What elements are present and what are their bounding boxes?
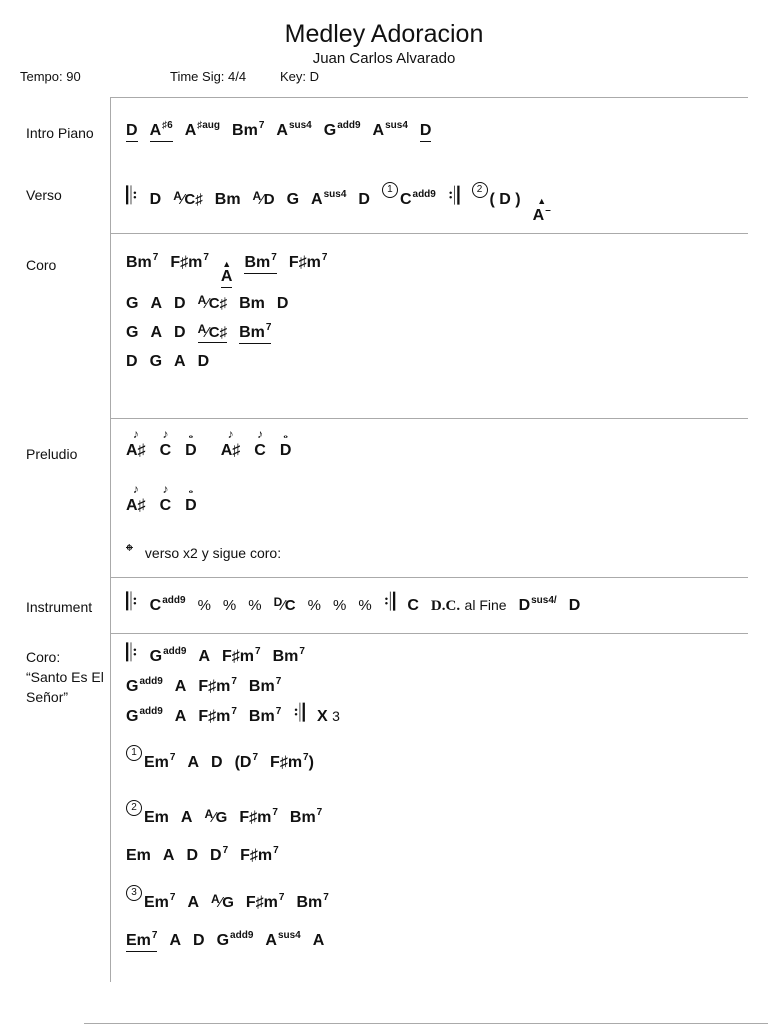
chord: D — [149, 191, 162, 208]
repeat-end-icon: 𝄇 — [293, 700, 305, 727]
chord: 2( D ) — [472, 182, 521, 209]
section-label-coro: Coro — [26, 257, 57, 273]
chord: 𝅝 D — [185, 427, 197, 459]
chord: D — [126, 353, 138, 370]
chord: Bm$^7$ — [289, 807, 323, 826]
chord: G — [149, 353, 163, 370]
chord-line-verso — [126, 182, 551, 225]
chord: $F♯m^7$ — [198, 676, 237, 695]
chord: $F♯m^7$ — [222, 646, 261, 665]
ending-1-icon: 1 — [126, 745, 142, 761]
simile-icon: % — [197, 597, 211, 614]
chord: A — [150, 324, 163, 341]
chord: $G^{add9}$ — [126, 676, 163, 695]
section-label-preludio: Preludio — [26, 446, 78, 462]
chord: A — [180, 809, 193, 826]
ending-3-icon: 3 — [126, 885, 142, 901]
chord: D — [358, 191, 370, 208]
chord-line-santo-6 — [126, 845, 279, 865]
simile-icon: % — [358, 597, 372, 614]
section-label-intro: Intro Piano — [26, 125, 94, 141]
chord: ♪ C — [254, 427, 266, 459]
chord: 𝅝 D — [185, 482, 197, 514]
chord-line-santo-4 — [126, 745, 314, 772]
chord: $^D$⁄C — [273, 595, 296, 614]
chord-line-coro-1 — [126, 252, 327, 288]
chord: $1C^{add9}$ — [382, 182, 436, 209]
chord: ♪ C — [159, 427, 172, 459]
section-label-instrument: Instrument — [26, 599, 93, 615]
chord: D — [193, 932, 205, 949]
chord: Bm$^7$ — [244, 252, 276, 274]
time-signature: Time Sig: 4/4 — [170, 69, 247, 84]
eighth-note-icon: ♪ — [162, 427, 169, 441]
chord: A — [174, 678, 187, 695]
chord: $G^{add9}$ — [149, 646, 187, 665]
chord-line-preludio-1 — [126, 428, 291, 460]
chord: 3Em$^7$ — [126, 885, 175, 912]
chord: $F♯m^7$ — [239, 807, 278, 826]
chord: $A^{sus4}$ — [265, 930, 301, 949]
chord: Bm$^7$ — [232, 120, 265, 139]
ending-1-icon: 1 — [382, 182, 398, 198]
repeat-start-icon: 𝄆 — [126, 640, 138, 667]
chord: A — [187, 754, 200, 771]
chord-line-santo-5 — [126, 800, 322, 827]
song-title: Medley Adoracion — [284, 20, 484, 48]
section-label-coro-santo: Coro: “Santo Es El Señor” — [26, 649, 104, 705]
chord: $F♯m^7$ — [240, 845, 279, 864]
chord: $A^{♯aug}$ — [184, 120, 221, 139]
chord: $D^7$ — [210, 845, 229, 864]
chord: $A^{sus4}$ — [311, 189, 347, 208]
arrow-up-icon: ▲ — [537, 196, 547, 206]
chord: A — [312, 932, 325, 949]
chord: $D^{sus4/}$ — [518, 595, 557, 614]
chord-line-santo-1 — [126, 640, 305, 667]
chord: $^A$⁄G — [204, 807, 228, 826]
chord: A — [162, 847, 175, 864]
eighth-note-icon: ♪ — [132, 427, 139, 441]
chord: D — [276, 295, 289, 312]
chord: $A^{sus4}$ — [276, 120, 312, 139]
chord: $F♯m^7$) — [270, 752, 314, 771]
chord: ♪ A♯ — [220, 427, 241, 459]
arrow-up-icon: ▲ — [222, 259, 232, 269]
chord: D — [211, 754, 223, 771]
chord: $^A$⁄C♯ — [197, 293, 228, 312]
chord: $^A$⁄G — [211, 892, 234, 911]
key: Key: D — [280, 69, 320, 84]
eighth-note-icon: ♪ — [162, 482, 169, 496]
chord: $F♯m^7$ — [170, 252, 209, 271]
chord: ▲ A — [221, 260, 233, 288]
chord: ♪ A♯ — [126, 482, 146, 514]
chord: ♪ C — [159, 482, 172, 514]
chord: D — [186, 847, 199, 864]
chord: $F♯m^7$ — [198, 706, 237, 725]
simile-icon: % — [307, 597, 321, 614]
chord-line-coro-3 — [126, 322, 271, 344]
section-column-divider — [110, 98, 111, 982]
repeat-start-icon: 𝄆 — [126, 183, 138, 210]
chord: A — [198, 648, 211, 665]
whole-note-icon: 𝅝 — [283, 427, 288, 441]
repeat-start-icon: 𝄆 — [126, 589, 138, 616]
eighth-note-icon: ♪ — [257, 427, 264, 441]
eighth-note-icon: ♪ — [132, 482, 139, 496]
divider — [110, 577, 748, 578]
chord: 1Em$^7$ — [126, 745, 175, 772]
chord: A — [150, 295, 163, 312]
chord-line-coro-4 — [126, 353, 209, 371]
chord: Bm$^7$ — [248, 676, 282, 695]
chord-line-santo-8 — [126, 930, 324, 952]
whole-note-icon: 𝅝 — [188, 482, 194, 496]
chord-line-preludio-2 — [126, 483, 197, 515]
chord: A — [174, 708, 187, 725]
chord: Em — [126, 847, 151, 864]
chord-line-intro — [126, 120, 431, 142]
simile-icon: % — [332, 597, 347, 614]
divider — [110, 418, 748, 419]
chord: $G^{add9}$ — [323, 120, 361, 139]
chord-line-santo-3 — [126, 700, 340, 727]
chord: $^A$⁄D — [252, 189, 275, 208]
simile-icon: % — [222, 597, 237, 614]
chord: D — [174, 295, 186, 312]
chord: A — [187, 894, 200, 911]
whole-note-icon: 𝅝 — [188, 427, 194, 441]
chord: D — [197, 353, 210, 370]
divider — [110, 97, 748, 98]
chord: $A^{sus4}$ — [372, 120, 408, 139]
tempo: Tempo: 90 — [20, 69, 81, 84]
chord: $G^{add9}$ — [126, 706, 163, 725]
chord: 𝅝 D — [279, 427, 292, 459]
chord: G — [126, 295, 139, 312]
chord-line-instrument — [126, 589, 581, 616]
chord: ($D^7$ — [234, 752, 259, 771]
instruction-text: verso x2 y sigue coro: — [144, 545, 282, 561]
repeat-count: X 3 — [316, 708, 340, 725]
chord: $C^{add9}$ — [149, 595, 186, 614]
ending-2-icon: 2 — [472, 182, 488, 198]
dc-al-fine: D.C. al Fine — [430, 597, 507, 614]
repeat-end-icon: 𝄇 — [447, 183, 460, 210]
chord: Bm$^7$ — [239, 322, 271, 344]
chord: ♪ A♯ — [126, 427, 146, 459]
chord: $G^{add9}$ — [216, 930, 254, 949]
chord: $F♯m^7$ — [288, 252, 328, 271]
chord-line-santo-2 — [126, 676, 281, 696]
chord: Bm — [214, 191, 241, 208]
eighth-note-icon: ♪ — [227, 427, 234, 441]
chord: $^A$⁄C♯ — [197, 322, 228, 341]
chord: C — [407, 597, 419, 614]
section-label-verso: Verso — [26, 187, 62, 203]
chord: D — [126, 122, 138, 142]
chord: Bm$^7$ — [248, 706, 282, 725]
chord: G — [286, 191, 300, 208]
chord: A — [174, 353, 186, 370]
chord: 2Em — [126, 800, 169, 827]
divider — [110, 233, 748, 234]
chord: ▲ A– — [532, 196, 551, 224]
chord: Bm$^7$ — [126, 252, 159, 271]
coda-instruction — [126, 541, 281, 564]
chord: D — [174, 324, 186, 341]
chord: Bm — [239, 295, 265, 312]
chord: G — [126, 324, 139, 341]
chord-line-coro-2 — [126, 293, 288, 313]
chord: D — [420, 122, 432, 142]
chord: Bm$^7$ — [272, 646, 305, 665]
chord: $F♯m^7$ — [245, 892, 285, 911]
ending-2-icon: 2 — [126, 800, 142, 816]
chord: D — [568, 597, 581, 614]
chord: A — [169, 932, 182, 949]
chord: $^A$⁄C♯ — [173, 189, 203, 208]
divider — [110, 633, 748, 634]
coda-icon: 𝄌 — [126, 541, 133, 563]
chord: Bm$^7$ — [296, 892, 329, 911]
song-artist: Juan Carlos Alvarado — [312, 50, 456, 67]
chord: Em$^7$ — [126, 930, 157, 952]
simile-icon: % — [248, 597, 262, 614]
chord-line-santo-7 — [126, 885, 329, 912]
repeat-end-icon: 𝄇 — [383, 589, 396, 616]
chord: $A^{♯6}$ — [150, 120, 173, 142]
